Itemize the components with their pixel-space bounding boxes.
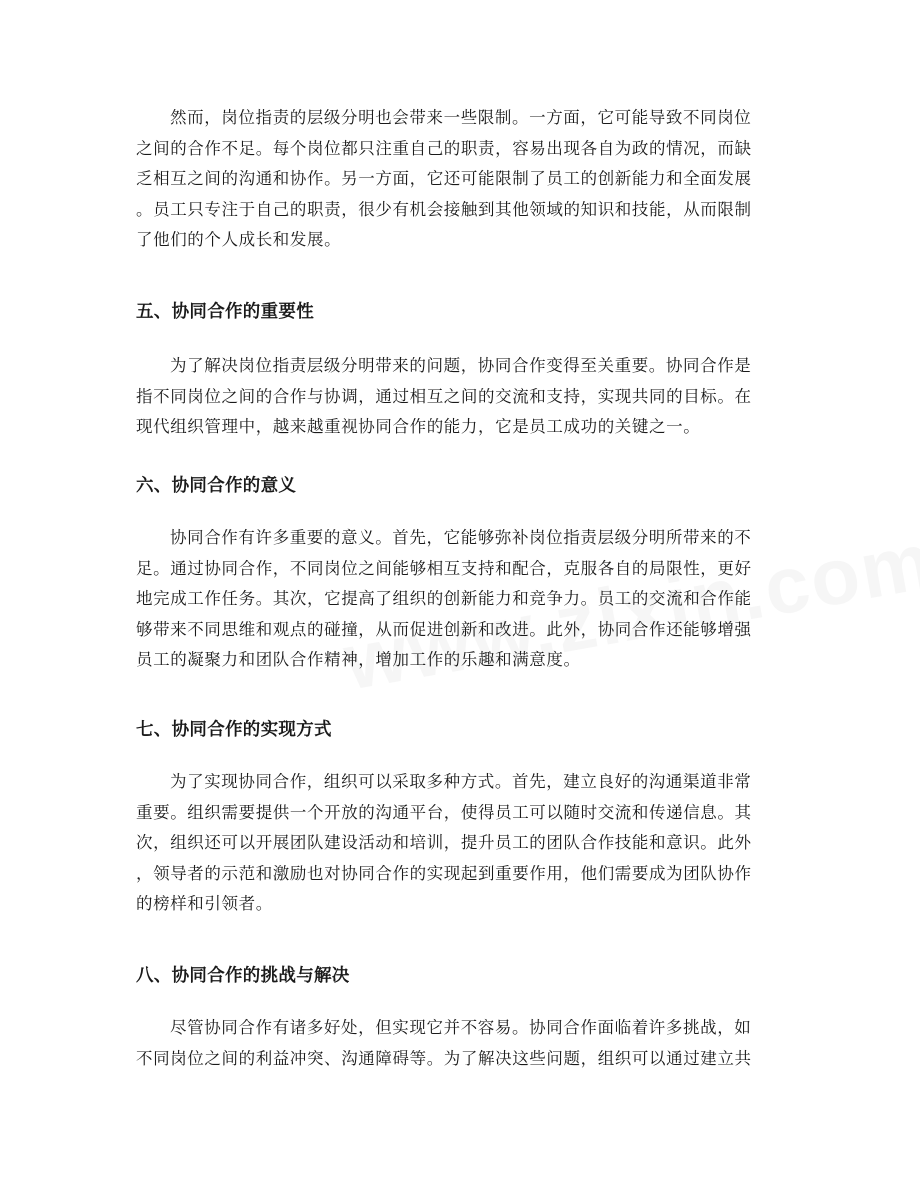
section-heading-challenges: 八、协同合作的挑战与解决 [136,966,350,986]
paragraph-importance [136,351,786,443]
text-line: 地完成工作任务。其次，它提高了组织的创新能力和竞争力。员工的交流和合作能 [136,589,752,608]
text-line: 现代组织管理中，越来越重视协同合作的能力，它是员工成功的关键之一。 [136,417,701,436]
text-line: 重要。组织需要提供一个开放的沟通平台，使得员工可以随时交流和传递信息。其 [136,802,752,822]
text-line: 之间的合作不足。每个岗位都只注重自己的职责，容易出现各自为政的情况，而缺 [136,138,752,158]
text-line: 的榜样和引领者。 [136,894,273,913]
text-line: 。员工只专注于自己的职责，很少有机会接触到其他领域的知识和技能，从而限制 [136,199,752,219]
text-line: 尽管协同合作有诸多好处，但实现它并不容易。协同合作面临着许多挑战，如 [170,1018,752,1037]
text-line: 足。通过协同合作，不同岗位之间能够相互支持和配合，克服各自的局限性，更好 [136,558,752,578]
text-line: 够带来不同思维和观点的碰撞，从而促进创新和改进。此外，协同合作还能够增强 [136,619,752,639]
section-heading-meaning: 六、协同合作的意义 [136,476,297,496]
text-line: 不同岗位之间的利益冲突、沟通障碍等。为了解决这些问题，组织可以通过建立共 [136,1048,752,1068]
text-line: 次，组织还可以开展团队建设活动和培训，提升员工的团队合作技能和意识。此外 [136,833,752,852]
text-line: 指不同岗位之间的合作与协调，通过相互之间的交流和支持，实现共同的目标。在 [136,386,752,406]
text-line: 员工的凝聚力和团队合作精神，增加工作的乐趣和满意度。 [136,650,581,669]
paragraph-meaning [136,523,786,676]
text-line: ，领导者的示范和激励也对协同合作的实现起到重要作用，他们需要成为团队协作 [136,863,752,883]
text-line: 乏相互之间的沟通和协作。另一方面，它还可能限制了员工的创新能力和全面发展 [136,169,752,188]
text-line: 然而，岗位指责的层级分明也会带来一些限制。一方面，它可能导致不同岗位 [170,108,752,127]
text-line: 为了实现协同合作，组织可以采取多种方式。首先，建立良好的沟通渠道非常 [170,772,752,791]
paragraph-limitations [136,103,786,256]
text-line: 为了解决岗位指责层级分明带来的问题，协同合作变得至关重要。协同合作是 [170,356,752,375]
text-line: 协同合作有许多重要的意义。首先，它能够弥补岗位指责层级分明所带来的不 [170,528,752,547]
paragraph-implementation [136,767,786,920]
section-heading-implementation: 七、协同合作的实现方式 [136,720,332,740]
section-heading-importance: 五、协同合作的重要性 [136,302,314,322]
paragraph-challenges [136,1013,786,1074]
text-line: 了他们的个人成长和发展。 [136,230,342,249]
